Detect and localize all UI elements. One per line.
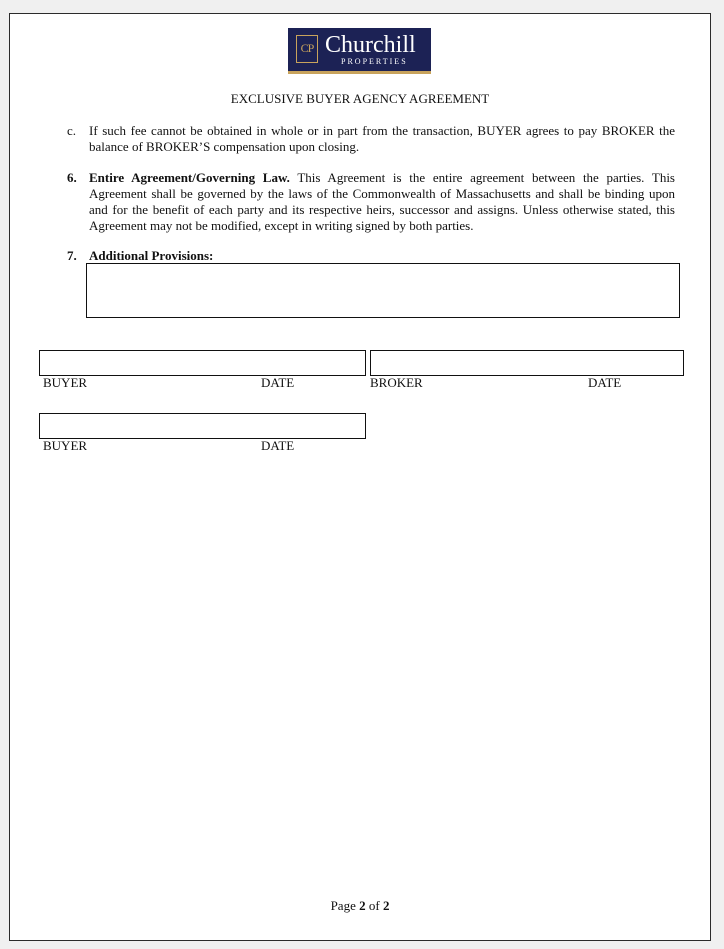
clause-c-marker: c. [67,123,77,138]
buyer-2-label: BUYER [43,438,88,453]
company-logo [288,28,431,74]
buyer-1-signature-field[interactable] [39,350,366,376]
page-of: of [368,898,380,913]
broker-label: BROKER [370,375,423,390]
additional-provisions-field[interactable] [86,263,680,318]
buyer-2-signature-field[interactable] [39,413,366,439]
buyer-1-label: BUYER [43,375,88,390]
section-6-number: 6. [67,170,77,185]
buyer-1-date-label: DATE [261,375,295,390]
section-7-heading: Additional Provisions: [89,248,214,263]
page-prefix: Page [330,898,356,913]
current-page: 2 [359,898,366,913]
section-6-text: This Agreement is the entire agreement between the parties. This Agreement shall be governed by the laws of the Commonwealth of Massachusetts and shall be binding upon and for the benefit of each party and its respective heirs, successor and assigns. Unless otherwise stated, this Agreement may not be modified, except in writing signed by both parties. [89,170,675,233]
logo-name: Churchill [325,32,416,58]
document-page [9,13,711,941]
page-number [10,898,710,914]
buyer-2-date-label: DATE [261,438,295,453]
section-6-paragraph [89,170,675,234]
clause-c-text: If such fee cannot be obtained in whole or in part from the transaction, BUYER agrees to pay BROKER the balance of BROKER’S compensation upon closing. [89,123,675,154]
document-title: EXCLUSIVE BUYER AGENCY AGREEMENT [230,91,490,106]
monogram-icon: CP [296,35,318,63]
logo-rule [288,71,431,74]
section-6-heading: Entire Agreement/Governing Law. [89,170,290,185]
total-pages: 2 [382,898,390,913]
broker-date-label: DATE [588,375,622,390]
section-7-number: 7. [67,248,77,263]
logo-tagline: PROPERTIES [341,57,408,66]
broker-signature-field[interactable] [370,350,684,376]
